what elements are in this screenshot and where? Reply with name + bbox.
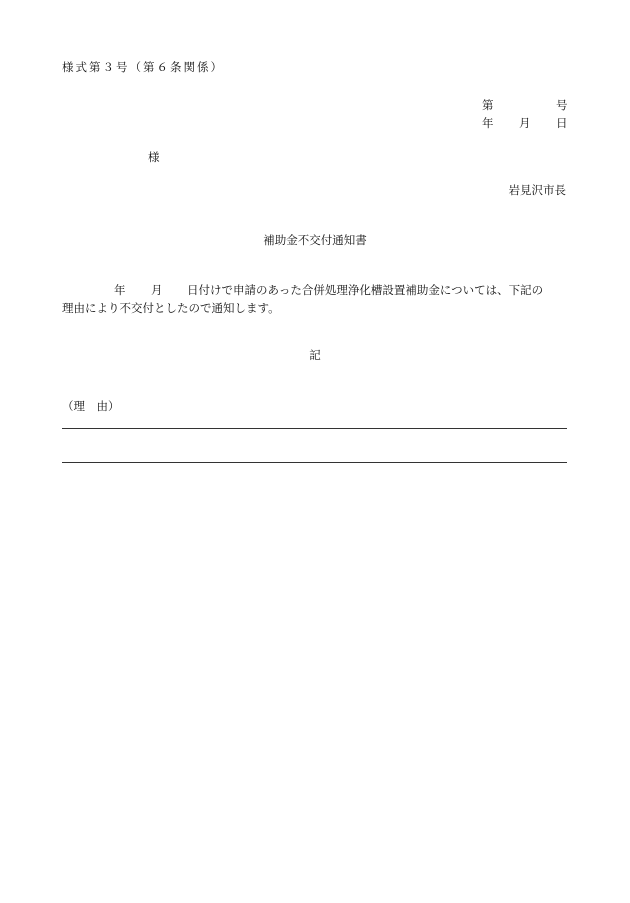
date-month-label: 月 <box>519 116 531 130</box>
body-text-line-2: 理由により不交付としたので通知します。 <box>62 301 280 315</box>
reason-line-1 <box>62 428 567 429</box>
reason-label: （理 由） <box>62 399 120 413</box>
addressee-honorific: 様 <box>148 150 160 164</box>
date-day-label: 日 <box>556 116 568 130</box>
body-text-line-1: 日付けで申請のあった合併処理浄化槽設置補助金については、下記の <box>187 283 544 297</box>
document-number-suffix: 号 <box>556 98 568 112</box>
body-year-label: 年 <box>114 283 126 297</box>
ki-heading: 記 <box>309 348 321 362</box>
document-title: 補助金不交付通知書 <box>263 233 367 247</box>
date-year-label: 年 <box>482 116 494 130</box>
reason-line-2 <box>62 462 567 463</box>
document-number-prefix: 第 <box>482 98 494 112</box>
issuer-name: 岩見沢市長 <box>508 183 566 197</box>
form-number: 様式第３号（第６条関係） <box>62 60 224 74</box>
body-month-label: 月 <box>151 283 163 297</box>
